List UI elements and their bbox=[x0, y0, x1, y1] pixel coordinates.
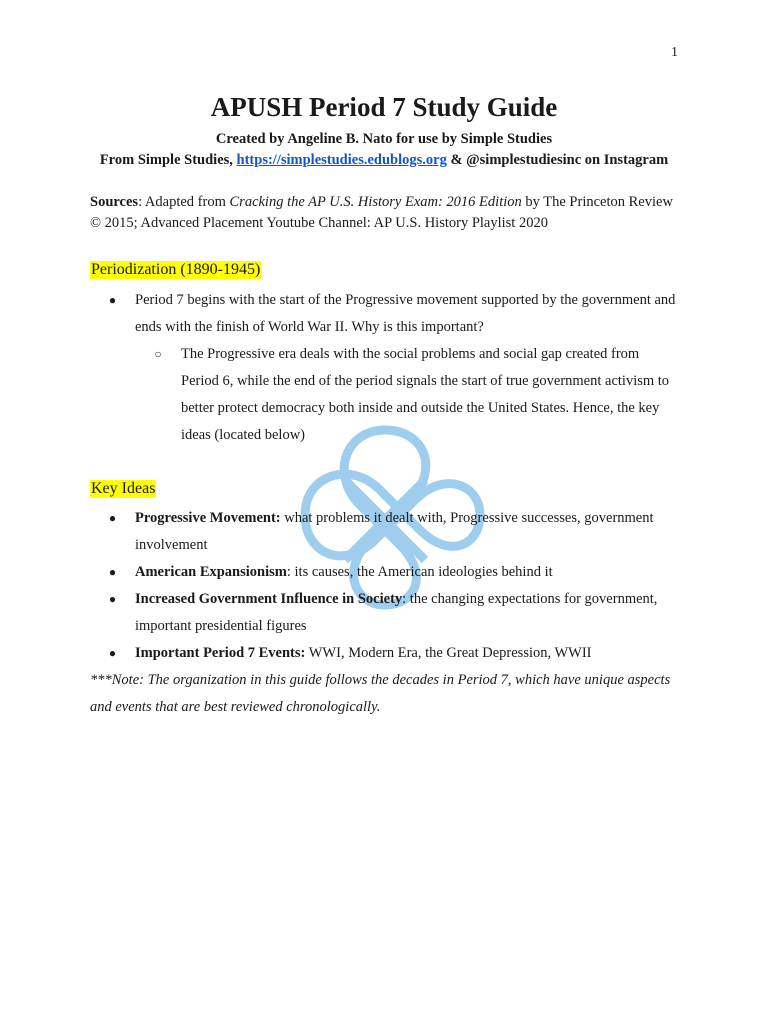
list-item bbox=[90, 559, 680, 586]
sources-text-after: by The Princeton Review © 2015; Advanced Placement Youtube Channel: AP U.S. History Playlist 2020 bbox=[90, 194, 673, 231]
key-idea-title: Important Period 7 Events: bbox=[135, 645, 306, 661]
list-item bbox=[90, 505, 680, 559]
hollow-bullet-icon: ○ bbox=[154, 347, 162, 361]
bullet-icon: ● bbox=[108, 646, 117, 660]
key-idea-text: WWI, Modern Era, the Great Depression, WWII bbox=[305, 645, 592, 661]
list-item bbox=[90, 586, 680, 640]
key-idea-title: Increased Government Influence in Society bbox=[135, 591, 403, 607]
list-item bbox=[135, 341, 680, 449]
simple-studies-link[interactable]: https://simplestudies.edublogs.org bbox=[236, 152, 447, 168]
sources-paragraph bbox=[90, 192, 680, 234]
key-idea-text: what problems it dealt with, Progressive successes, government involvement bbox=[135, 510, 654, 553]
key-idea-text: : the changing expectations for government, important presidential figures bbox=[135, 591, 658, 634]
section-heading-periodization: Periodization (1890-1945) bbox=[91, 261, 261, 278]
page-title: APUSH Period 7 Study Guide bbox=[210, 92, 558, 122]
list-item bbox=[90, 287, 680, 341]
subtitle-prefix: From Simple Studies, bbox=[99, 152, 237, 168]
page-number: 1 bbox=[671, 45, 678, 60]
subtitle-source bbox=[0, 152, 768, 169]
list-item-text: The Progressive era deals with the social problems and social gap created from Period 6, while the end of the period signals the start of true government activism to better protect democracy both inside and outside the United States. Hence, the key ideas (located below) bbox=[181, 346, 670, 443]
key-idea-text: : its causes, the American ideologies behind it bbox=[286, 564, 553, 580]
sources-text-before: : Adapted from bbox=[138, 194, 230, 210]
bullet-icon: ● bbox=[108, 565, 117, 579]
bullet-icon: ● bbox=[108, 511, 117, 525]
subtitle-suffix: & @simplestudiesinc on Instagram bbox=[446, 152, 669, 168]
subtitle-author: Created by Angeline B. Nato for use by Simple Studies bbox=[215, 131, 553, 147]
sources-book-title: Cracking the AP U.S. History Exam: 2016 Edition bbox=[229, 194, 522, 210]
list-item bbox=[90, 640, 680, 667]
key-idea-title: Progressive Movement: bbox=[135, 510, 281, 526]
bullet-icon: ● bbox=[108, 293, 117, 307]
bullet-icon: ● bbox=[108, 592, 117, 606]
key-idea-title: American Expansionism bbox=[135, 564, 287, 580]
organization-note: ***Note: The organization in this guide follows the decades in Period 7, which have unique aspects and events that are best reviewed chronologically. bbox=[90, 672, 671, 715]
sources-label: Sources bbox=[90, 194, 139, 210]
list-item-text: Period 7 begins with the start of the Progressive movement supported by the government and ends with the finish of World War II. Why is this important? bbox=[135, 292, 676, 335]
section-heading-key-ideas: Key Ideas bbox=[91, 480, 156, 497]
